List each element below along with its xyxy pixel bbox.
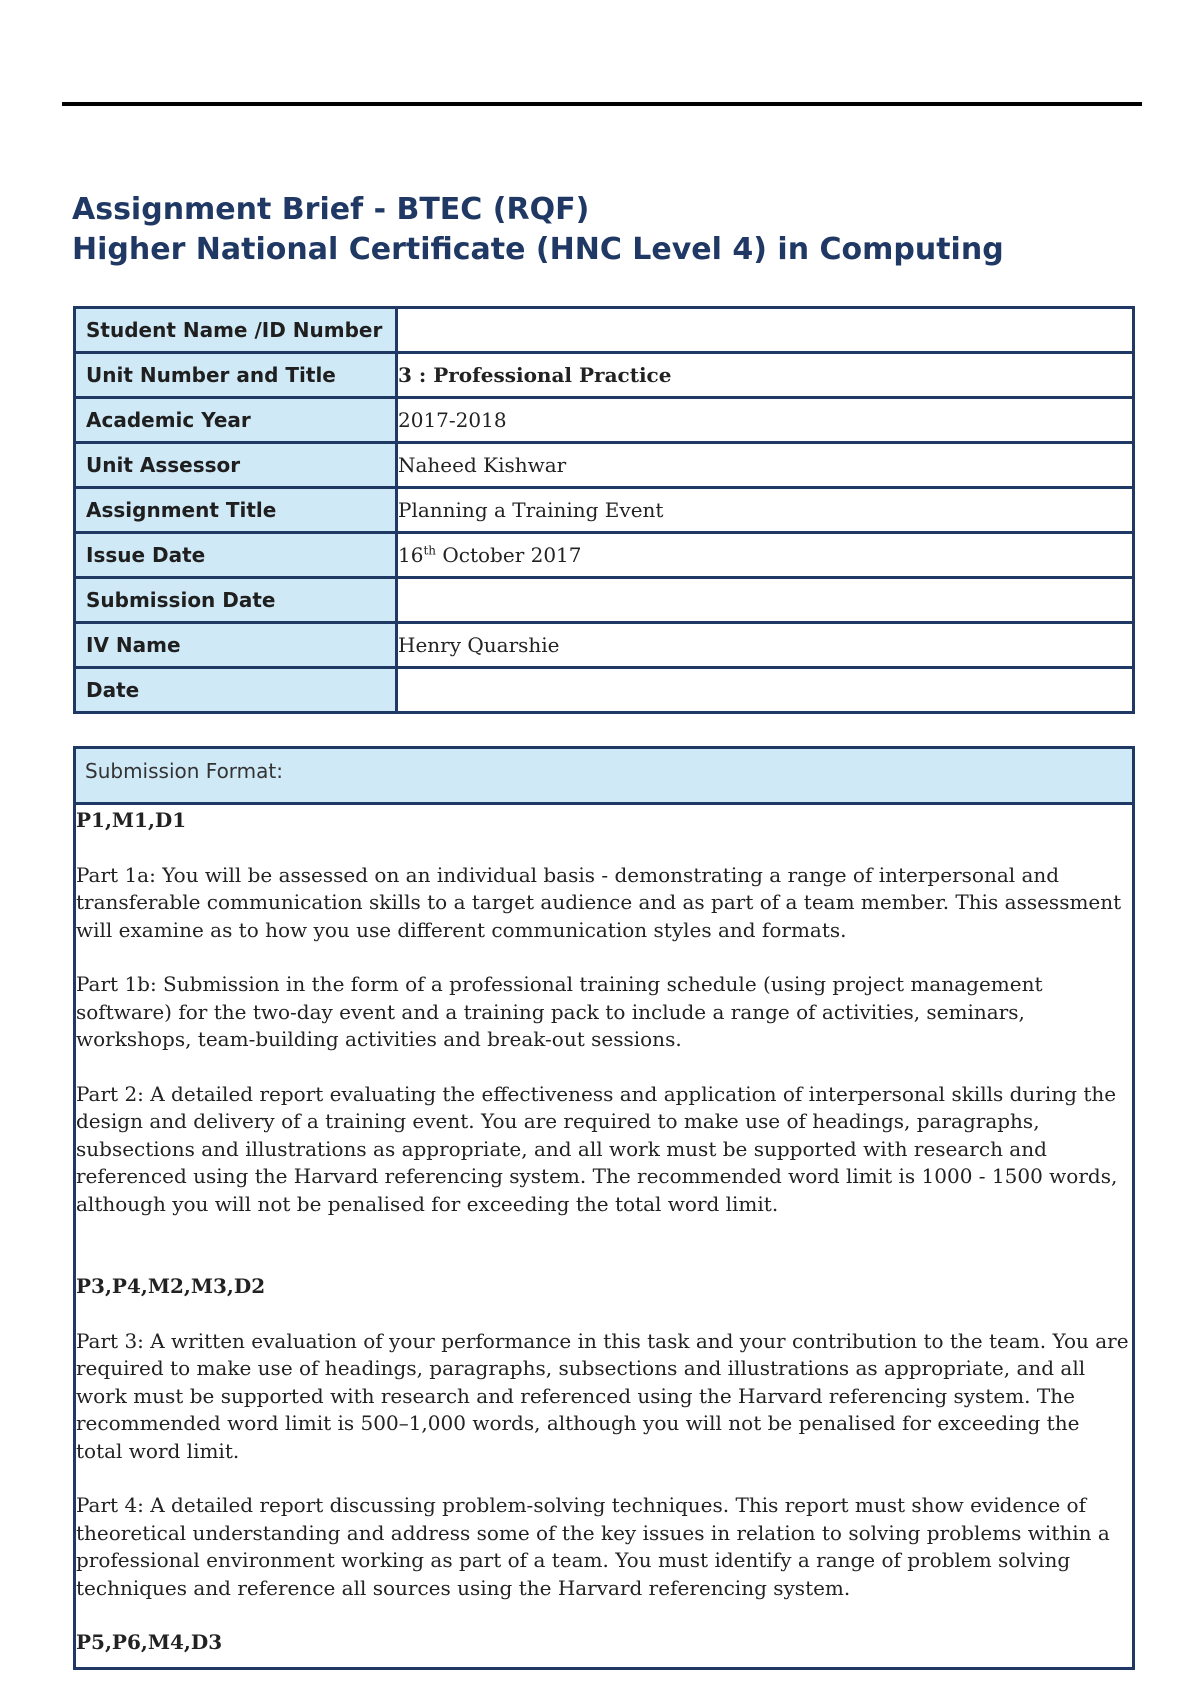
issue-date-day: 16 (398, 543, 424, 567)
part-3-text: Part 3: A written evaluation of your performance in this task and your contribution to the team. You are required to make use of headings, paragraphs, subsections and illustrations as appropriate, and all work must be supported with research and referenced using the Harvard referencing system. The recommended word limit is 500–1,000 words, although you will not be penalised for exceeding the total word limit. (76, 1328, 1129, 1463)
part-2-text: Part 2: A detailed report evaluating the effectiveness and application of interpersonal skills during the design and delivery of a training event. You are required to make use of headings, paragraphs, subsections and illustrations as appropriate, and all work must be supported with research and referenced using the Harvard referencing system. The recommended word limit is 1000 - 1500 words, although you will not be penalised for exceeding the total word limit. (76, 1081, 1118, 1216)
page-title (72, 190, 1152, 270)
submission-date-label: Submission Date (75, 578, 397, 623)
assignment-title-label: Assignment Title (75, 488, 397, 533)
table-row (75, 398, 1134, 443)
issue-date-suffix: th (423, 543, 437, 558)
submission-format-heading: Submission Format: (76, 749, 1132, 805)
assignment-info-table (73, 306, 1135, 714)
title-line-2: Higher National Certificate (HNC Level 4) in Computing (72, 232, 1004, 267)
academic-year-label: Academic Year (75, 398, 397, 443)
date-label: Date (75, 668, 397, 713)
part-1a-text: Part 1a: You will be assessed on an individual basis - demonstrating a range of interpersonal and transferable communication skills to a target audience and as part of a team member. This assessment will examine as to how you use different communication styles and formats. (76, 862, 1122, 942)
table-row (75, 353, 1134, 398)
unit-title-label: Unit Number and Title (75, 353, 397, 398)
submission-format-box (73, 746, 1135, 1670)
submission-format-body (76, 805, 1132, 1657)
issue-date-rest: October 2017 (436, 543, 582, 567)
iv-name-label: IV Name (75, 623, 397, 668)
part-4-text: Part 4: A detailed report discussing problem-solving techniques. This report must show evidence of theoretical understanding and address some of the key issues in relation to solving problems within a professional environment working as part of a team. You must identify a range of problem solving techniques and reference all sources using the Harvard referencing system. (76, 1493, 1110, 1600)
submission-date-value (397, 578, 1134, 623)
unit-title-value: 3 : Professional Practice (397, 353, 1134, 398)
table-row (75, 443, 1134, 488)
table-row (75, 578, 1134, 623)
unit-assessor-label: Unit Assessor (75, 443, 397, 488)
table-row (75, 308, 1134, 353)
iv-name-value: Henry Quarshie (397, 623, 1134, 668)
issue-date-value (397, 533, 1134, 578)
criteria-group-1: P1,M1,D1 (76, 808, 187, 832)
student-name-label: Student Name /ID Number (75, 308, 397, 353)
date-value (397, 668, 1134, 713)
table-row (75, 533, 1134, 578)
academic-year-value: 2017-2018 (397, 398, 1134, 443)
issue-date-label: Issue Date (75, 533, 397, 578)
table-row (75, 668, 1134, 713)
criteria-group-2: P3,P4,M2,M3,D2 (76, 1274, 266, 1298)
part-1b-text: Part 1b: Submission in the form of a professional training schedule (using project management software) for the two-day event and a training pack to include a range of activities, seminars, workshops, team-building activities and break-out sessions. (76, 972, 1043, 1051)
table-row (75, 488, 1134, 533)
top-rule (62, 102, 1142, 106)
unit-assessor-value: Naheed Kishwar (397, 443, 1134, 488)
title-line-1: Assignment Brief - BTEC (RQF) (72, 192, 590, 227)
assignment-title-value: Planning a Training Event (397, 488, 1134, 533)
criteria-group-3: P5,P6,M4,D3 (76, 1630, 223, 1654)
table-row (75, 623, 1134, 668)
student-name-value (397, 308, 1134, 353)
